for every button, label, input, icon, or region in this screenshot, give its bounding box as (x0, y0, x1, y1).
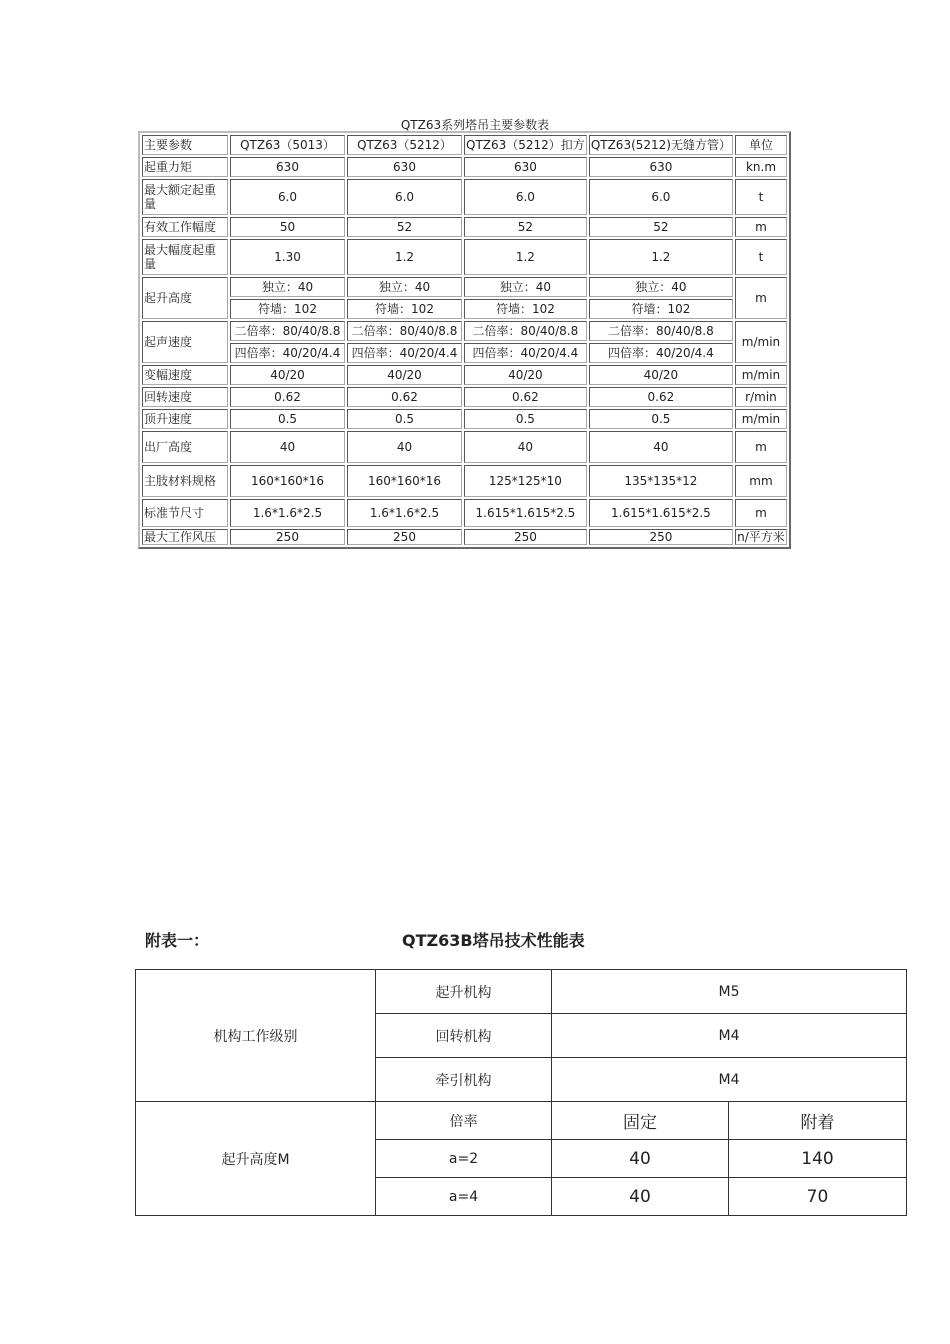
fixed-cell: 40 (552, 1178, 729, 1216)
cell: 0.62 (589, 387, 733, 407)
row-label: 主肢材料规格 (142, 465, 228, 497)
ratio-cell: a=2 (376, 1140, 552, 1178)
table-row (142, 277, 787, 297)
cell: 符墙：102 (230, 299, 345, 319)
cell: 二倍率：80/40/8.8 (464, 321, 587, 341)
cell: 250 (464, 529, 587, 545)
table-row (142, 239, 787, 275)
cell: 0.5 (589, 409, 733, 429)
cell: 二倍率：80/40/8.8 (589, 321, 733, 341)
mechanism-name: 回转机构 (376, 1014, 552, 1058)
appendix-label: 附表一： (145, 931, 210, 950)
mechanism-name: 牵引机构 (376, 1058, 552, 1102)
row-label: 起声速度 (142, 321, 228, 363)
cell: 50 (230, 217, 345, 237)
table-row (142, 387, 787, 407)
table-row (142, 299, 787, 319)
mechanism-value: M4 (552, 1058, 907, 1102)
cell: 0.62 (464, 387, 587, 407)
cell: 250 (230, 529, 345, 545)
cell: 40/20 (464, 365, 587, 385)
unit-cell: t (735, 179, 787, 215)
cell: 1.2 (464, 239, 587, 275)
unit-cell: n/平方米 (735, 529, 787, 545)
cell: 符墙：102 (589, 299, 733, 319)
cell: 6.0 (464, 179, 587, 215)
row-label: 标准节尺寸 (142, 499, 228, 527)
unit-cell: r/min (735, 387, 787, 407)
group-label: 机构工作级别 (136, 970, 376, 1102)
table-row (142, 343, 787, 363)
cell: 符墙：102 (347, 299, 462, 319)
row-label: 最大工作风压 (142, 529, 228, 545)
row-label: 最大幅度起重量 (142, 239, 228, 275)
row-label: 出厂高度 (142, 431, 228, 463)
cell: 四倍率：40/20/4.4 (347, 343, 462, 363)
header-model-5212-seamless: QTZ63(5212)无缝方管） (589, 135, 733, 155)
cell: 250 (347, 529, 462, 545)
table-row (136, 970, 907, 1014)
row-label: 顶升速度 (142, 409, 228, 429)
unit-cell: m (735, 499, 787, 527)
cell: 0.62 (347, 387, 462, 407)
cell: 52 (347, 217, 462, 237)
table-row (142, 321, 787, 341)
tower-crane-parameter-table (138, 131, 791, 549)
cell: 6.0 (589, 179, 733, 215)
cell: 630 (230, 157, 345, 177)
table-row (142, 157, 787, 177)
row-label: 回转速度 (142, 387, 228, 407)
cell: 四倍率：40/20/4.4 (464, 343, 587, 363)
cell: 四倍率：40/20/4.4 (230, 343, 345, 363)
header-model-5212: QTZ63（5212） (347, 135, 462, 155)
cell: 250 (589, 529, 733, 545)
cell: 40 (347, 431, 462, 463)
table1-title: QTZ63系列塔吊主要参数表 (400, 118, 550, 132)
unit-cell: m (735, 217, 787, 237)
unit-cell: m (735, 431, 787, 463)
cell: 40 (230, 431, 345, 463)
unit-cell: m/min (735, 365, 787, 385)
row-label: 最大额定起重量 (142, 179, 228, 215)
table-row (142, 465, 787, 497)
header-model-5013: QTZ63（5013） (230, 135, 345, 155)
attached-cell: 140 (729, 1140, 907, 1178)
cell: 40/20 (589, 365, 733, 385)
cell: 二倍率：80/40/8.8 (347, 321, 462, 341)
cell: 1.6*1.6*2.5 (230, 499, 345, 527)
cell: 52 (589, 217, 733, 237)
cell: 1.615*1.615*2.5 (464, 499, 587, 527)
mechanism-name: 起升机构 (376, 970, 552, 1014)
cell: 125*125*10 (464, 465, 587, 497)
cell: 独立：40 (464, 277, 587, 297)
header-unit: 单位 (735, 135, 787, 155)
unit-cell: kn.m (735, 157, 787, 177)
row-label: 变幅速度 (142, 365, 228, 385)
table-row (142, 499, 787, 527)
cell: 二倍率：80/40/8.8 (230, 321, 345, 341)
unit-cell: m (735, 277, 787, 319)
cell: 独立：40 (230, 277, 345, 297)
table1-header-row (142, 135, 787, 155)
cell: 1.615*1.615*2.5 (589, 499, 733, 527)
cell: 52 (464, 217, 587, 237)
cell: 独立：40 (589, 277, 733, 297)
group-label: 起升高度M (136, 1102, 376, 1216)
table-row (136, 1102, 907, 1140)
row-label: 起重力矩 (142, 157, 228, 177)
mechanism-value: M4 (552, 1014, 907, 1058)
cell: 630 (347, 157, 462, 177)
cell: 1.30 (230, 239, 345, 275)
unit-cell: t (735, 239, 787, 275)
attached-cell: 70 (729, 1178, 907, 1216)
attached-header: 附着 (729, 1102, 907, 1140)
cell: 40 (464, 431, 587, 463)
cell: 0.5 (464, 409, 587, 429)
row-label: 起升高度 (142, 277, 228, 319)
cell: 1.2 (589, 239, 733, 275)
cell: 符墙：102 (464, 299, 587, 319)
ratio-cell: a=4 (376, 1178, 552, 1216)
unit-cell: mm (735, 465, 787, 497)
cell: 160*160*16 (347, 465, 462, 497)
appendix-title: QTZ63B塔吊技术性能表 (402, 931, 585, 950)
cell: 0.5 (347, 409, 462, 429)
cell: 6.0 (230, 179, 345, 215)
cell: 0.62 (230, 387, 345, 407)
table-row (142, 431, 787, 463)
unit-cell: m/min (735, 409, 787, 429)
ratio-header: 倍率 (376, 1102, 552, 1140)
qtz63b-performance-table (135, 969, 907, 1216)
cell: 独立：40 (347, 277, 462, 297)
cell: 6.0 (347, 179, 462, 215)
cell: 40/20 (230, 365, 345, 385)
table-row (142, 365, 787, 385)
cell: 160*160*16 (230, 465, 345, 497)
cell: 1.2 (347, 239, 462, 275)
header-main-param: 主要参数 (142, 135, 228, 155)
cell: 135*135*12 (589, 465, 733, 497)
cell: 四倍率：40/20/4.4 (589, 343, 733, 363)
table-row (142, 409, 787, 429)
table-row (142, 529, 787, 545)
cell: 40 (589, 431, 733, 463)
fixed-header: 固定 (552, 1102, 729, 1140)
row-label: 有效工作幅度 (142, 217, 228, 237)
fixed-cell: 40 (552, 1140, 729, 1178)
cell: 1.6*1.6*2.5 (347, 499, 462, 527)
cell: 630 (464, 157, 587, 177)
table-row (142, 179, 787, 215)
unit-cell: m/min (735, 321, 787, 363)
cell: 630 (589, 157, 733, 177)
table-row (142, 217, 787, 237)
cell: 40/20 (347, 365, 462, 385)
mechanism-value: M5 (552, 970, 907, 1014)
header-model-5212-kou: QTZ63（5212）扣方 (464, 135, 587, 155)
cell: 0.5 (230, 409, 345, 429)
